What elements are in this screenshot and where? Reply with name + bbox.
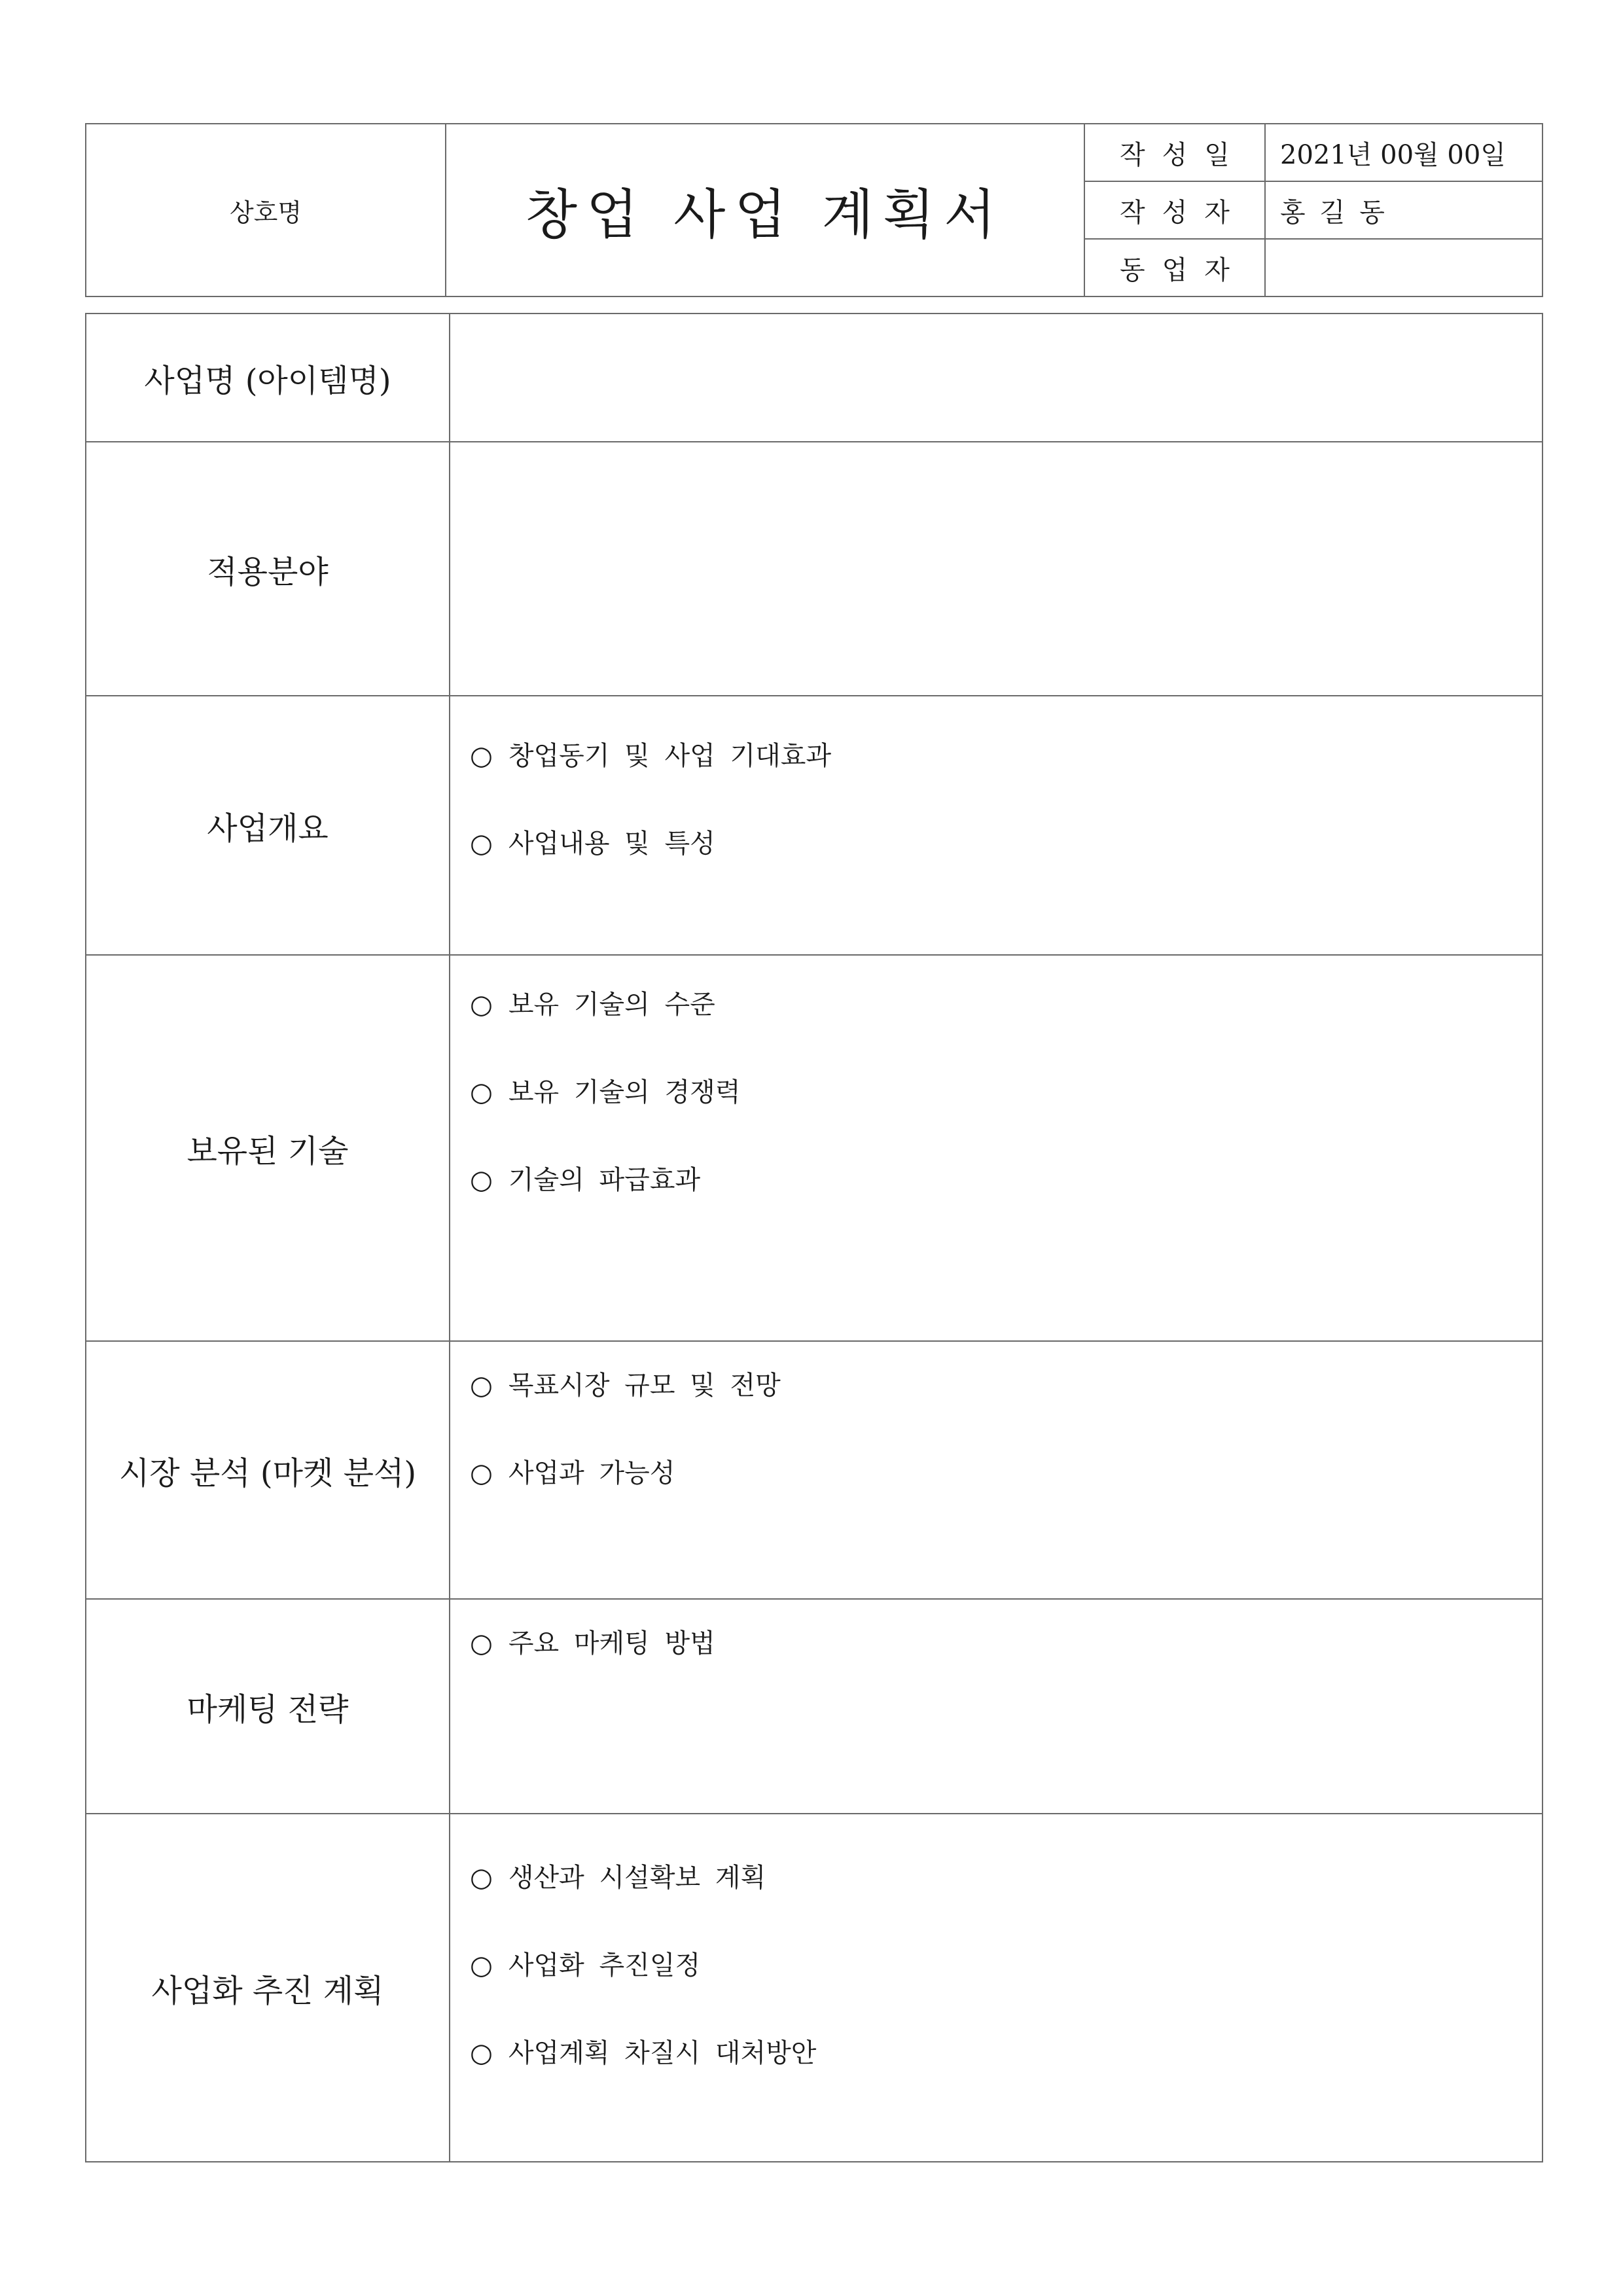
business-name-label: 사업명 (아이템명) — [86, 314, 450, 442]
row-plan — [86, 1814, 1543, 2162]
date-value[interactable]: 2021년 00월 00일 — [1265, 124, 1543, 181]
date-label: 작성일 — [1084, 124, 1265, 181]
partner-label: 동업자 — [1084, 239, 1265, 296]
bullet-text: 기술의 파급효과 — [508, 1165, 701, 1195]
bullet-text: 사업화 추진일정 — [508, 1950, 701, 1981]
bullet-item — [470, 1342, 1522, 1429]
marketing-content[interactable] — [450, 1599, 1543, 1814]
circle-bullet-icon: ○ — [470, 2038, 493, 2068]
header-table — [85, 123, 1543, 297]
bullet-text: 사업내용 및 특성 — [508, 829, 715, 859]
row-business-name — [86, 314, 1543, 442]
bullet-item — [470, 800, 1522, 888]
circle-bullet-icon: ○ — [470, 1077, 493, 1107]
bullet-item — [470, 2009, 1522, 2097]
bullet-item — [470, 1136, 1522, 1224]
row-overview — [86, 696, 1543, 955]
bullet-item — [470, 1922, 1522, 2009]
circle-bullet-icon: ○ — [470, 1628, 493, 1659]
bullet-text: 보유 기술의 경쟁력 — [508, 1077, 741, 1107]
circle-bullet-icon: ○ — [470, 829, 493, 859]
circle-bullet-icon: ○ — [470, 741, 493, 771]
bullet-item — [470, 961, 1522, 1049]
bullet-item — [470, 1600, 1522, 1687]
market-content[interactable] — [450, 1341, 1543, 1599]
bullet-item — [470, 1049, 1522, 1136]
bullet-text: 사업계획 차질시 대처방안 — [508, 2038, 817, 2068]
overview-label: 사업개요 — [86, 696, 450, 955]
bullet-text: 보유 기술의 수준 — [508, 990, 715, 1020]
row-marketing — [86, 1599, 1543, 1814]
application-field-content[interactable] — [450, 442, 1543, 696]
plan-content[interactable] — [450, 1814, 1543, 2162]
circle-bullet-icon: ○ — [470, 1863, 493, 1893]
bullet-text: 사업과 가능성 — [508, 1458, 675, 1488]
marketing-label: 마케팅 전략 — [86, 1599, 450, 1814]
market-label: 시장 분석 (마켓 분석) — [86, 1341, 450, 1599]
bullet-item — [470, 1429, 1522, 1517]
row-market — [86, 1341, 1543, 1599]
company-name-label: 상호명 — [86, 124, 446, 296]
bullet-text: 주요 마케팅 방법 — [508, 1628, 715, 1659]
author-value[interactable]: 홍길동 — [1265, 181, 1543, 239]
bullet-text: 창업동기 및 사업 기대효과 — [508, 741, 832, 771]
circle-bullet-icon: ○ — [470, 1458, 493, 1488]
circle-bullet-icon: ○ — [470, 1950, 493, 1981]
overview-content[interactable] — [450, 696, 1543, 955]
technology-label: 보유된 기술 — [86, 955, 450, 1341]
technology-content[interactable] — [450, 955, 1543, 1341]
circle-bullet-icon: ○ — [470, 1371, 493, 1401]
bullet-item — [470, 712, 1522, 800]
row-application-field — [86, 442, 1543, 696]
bullet-text: 생산과 시설확보 계획 — [508, 1863, 766, 1893]
circle-bullet-icon: ○ — [470, 1165, 493, 1195]
application-field-label: 적용분야 — [86, 442, 450, 696]
circle-bullet-icon: ○ — [470, 990, 493, 1020]
partner-value[interactable] — [1265, 239, 1543, 296]
plan-label: 사업화 추진 계획 — [86, 1814, 450, 2162]
author-label: 작성자 — [1084, 181, 1265, 239]
bullet-item — [470, 1834, 1522, 1922]
document-title: 창업 사업 계획서 — [446, 124, 1084, 296]
row-technology — [86, 955, 1543, 1341]
business-name-content[interactable] — [450, 314, 1543, 442]
bullet-text: 목표시장 규모 및 전망 — [508, 1371, 781, 1401]
plan-table — [85, 313, 1543, 2162]
